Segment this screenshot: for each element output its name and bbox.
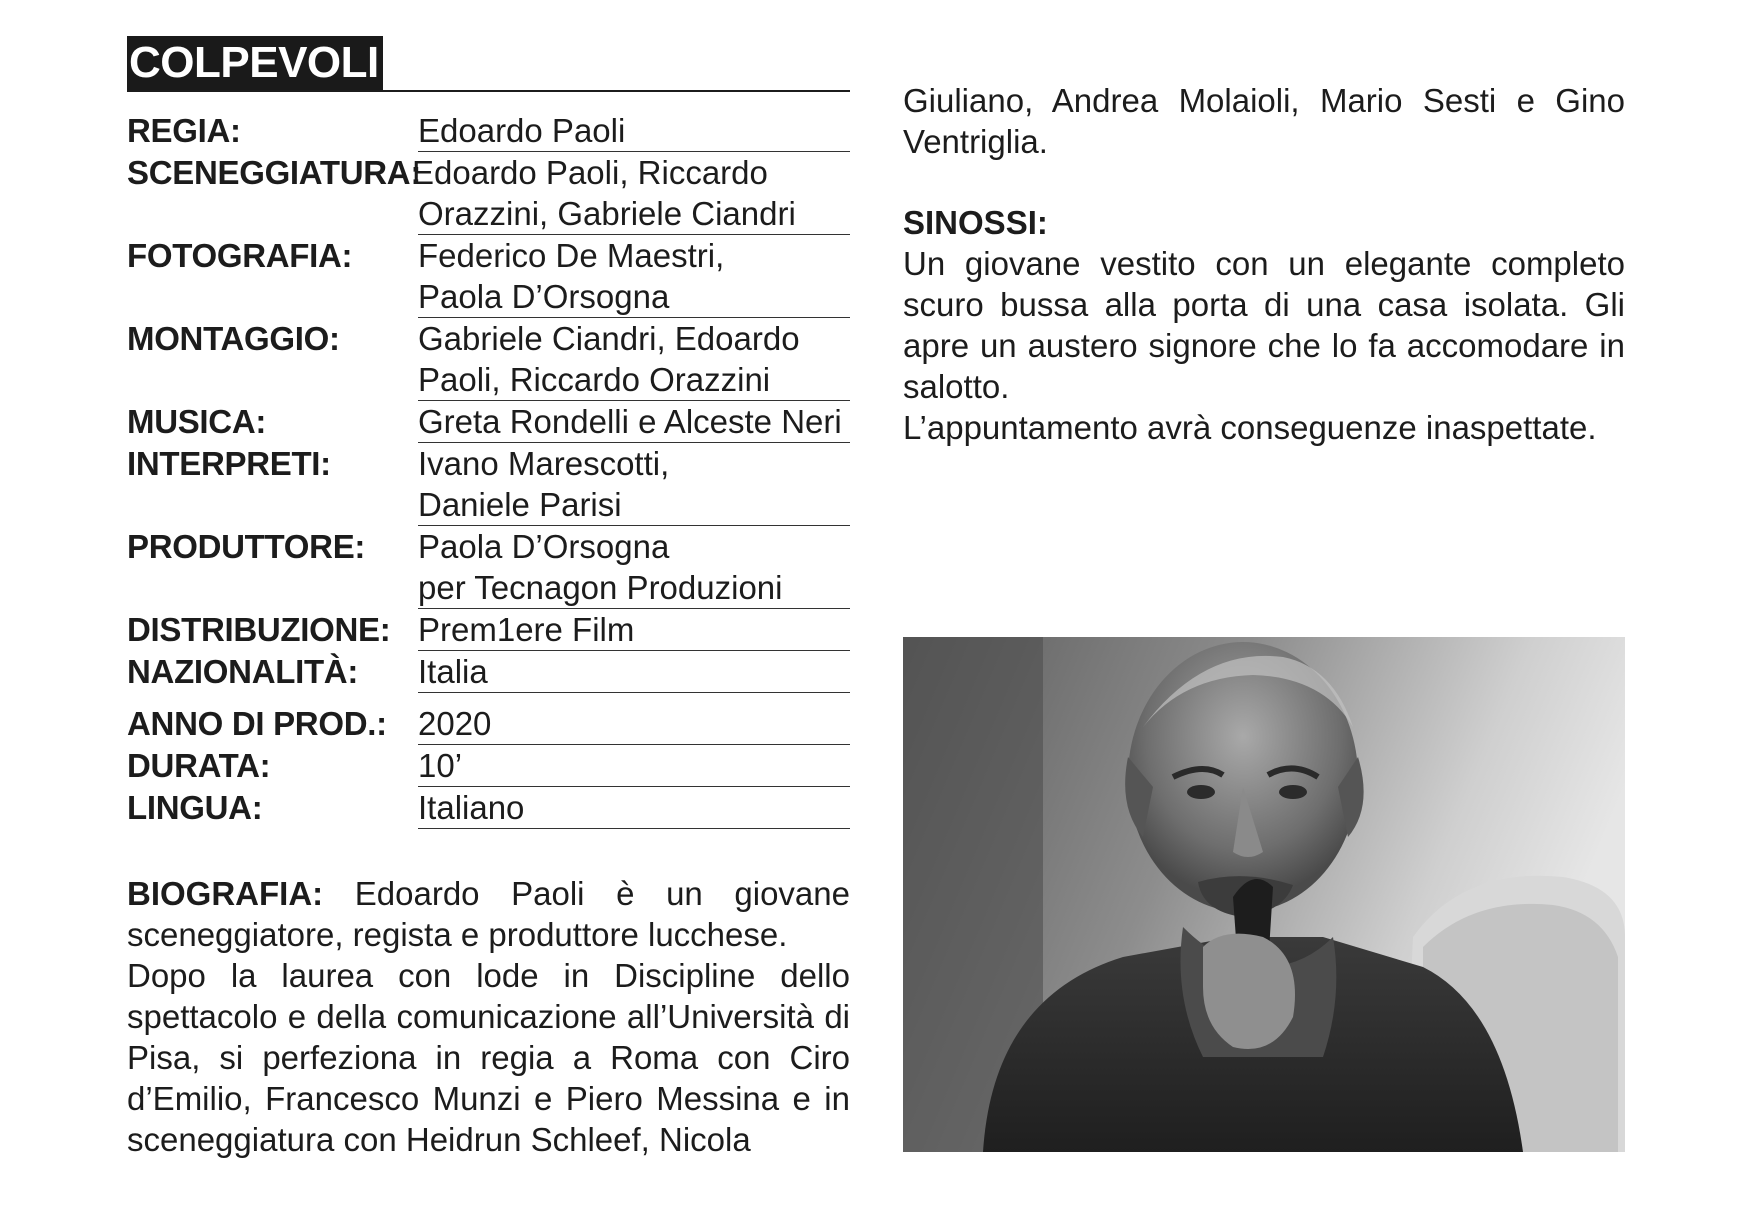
credit-label: PRODUTTORE: [127,528,366,565]
synopsis-heading: SINOSSI: [903,204,1048,241]
credit-interpreti [127,443,850,526]
credit-label: DISTRIBUZIONE: [127,611,391,648]
right-column [903,80,1625,448]
credit-value: Federico De Maestri, Paola D’Orsogna [418,235,850,318]
credit-value: Greta Rondelli e Alceste Neri [418,401,850,443]
credit-nazionalita [127,651,850,693]
credit-produttore [127,526,850,609]
credit-value: Italia [418,651,850,693]
biography-text-1: Edoardo Paoli è un giovane sceneggiatore, regista e produttore lucchese. [127,875,850,953]
photo-icon [903,637,1625,1152]
credit-label: DURATA: [127,747,271,784]
credit-value: 10’ [418,745,850,787]
credit-label: REGIA: [127,112,241,149]
credit-value: Italiano [418,787,850,829]
credit-label: INTERPRETI: [127,445,331,482]
credit-regia [127,110,850,152]
credit-label: FOTOGRAFIA: [127,237,353,274]
credit-value: Ivano Marescotti, Daniele Parisi [418,443,850,526]
credit-lingua [127,787,850,829]
biography-heading: BIOGRAFIA: [127,875,324,912]
synopsis-text-1: Un giovane vestito con un elegante completo scuro bussa alla porta di una casa isolata. Gli apre un austero signore che lo fa accomodare in salotto. [903,245,1625,405]
biography-text-2: Dopo la laurea con lode in Discipline dello spettacolo e della comunicazione all’Università di Pisa, si perfeziona in regia a Roma con Ciro d’Emilio, Francesco Munzi e Piero Messina e in sceneggiatura con Heidrun Schleef, Nicola [127,957,850,1158]
credit-value: Edoardo Paoli [418,110,850,152]
credit-label: MONTAGGIO: [127,320,340,357]
credit-value: Prem1ere Film [418,609,850,651]
credit-sceneggiatura [127,152,850,235]
credit-anno [127,703,850,745]
biography-text-3: Giuliano, Andrea Molaioli, Mario Sesti e Gino Ventriglia. [903,82,1625,160]
left-column [127,30,850,1160]
credit-distribuzione [127,609,850,651]
credit-value: Paola D’Orsogna per Tecnagon Produzioni [418,526,850,609]
credit-label: SCENEGGIATURA: [127,154,422,191]
biography-paragraph-1 [127,873,850,955]
synopsis-text-2: L’appuntamento avrà conseguenze inaspettate. [903,409,1597,446]
credits-list [127,110,850,829]
credit-fotografia [127,235,850,318]
film-title: COLPEVOLI [127,36,383,90]
credit-value: Edoardo Paoli, Riccardo Orazzini, Gabriele Ciandri [418,152,850,235]
credit-label: NAZIONALITÀ: [127,653,359,690]
credit-value: 2020 [418,703,850,745]
credit-montaggio [127,318,850,401]
credit-musica [127,401,850,443]
title-bar [127,30,850,92]
credit-label: ANNO DI PROD.: [127,705,387,742]
credit-value: Gabriele Ciandri, Edoardo Paoli, Riccardo Orazzini [418,318,850,401]
credit-label: LINGUA: [127,789,263,826]
film-still-photo [903,637,1625,1152]
credit-durata [127,745,850,787]
credit-label: MUSICA: [127,403,267,440]
biography-section [127,873,850,1160]
